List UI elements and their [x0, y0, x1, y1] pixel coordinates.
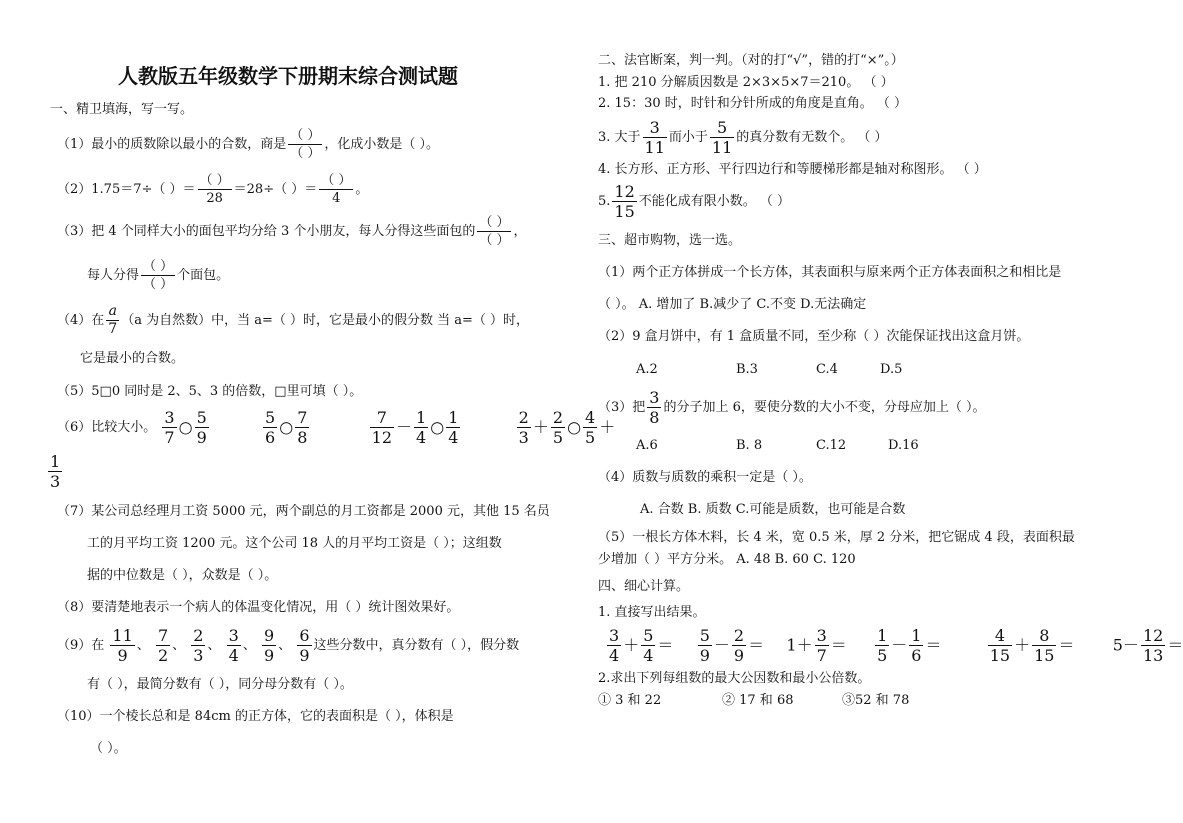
q1-9-cont: 有（ ），最简分数有（ ），同分母分数有（ ）。 — [87, 677, 353, 692]
calc-sub1: 1. 直接写出结果。 — [598, 605, 706, 620]
q1-4: （4）在 $\frac{a}{7}$ （a 为自然数）中，当 a=（ ）时，它是最小的假分数 当 a=（ ）时， — [57, 303, 530, 337]
choice-3: （3）把 $\frac{3}{8}$ 的分子加上 6，要使分数的大小不变，分母应加上（ ）。 — [598, 388, 986, 427]
section-1-heading: 一、精卫填海，写一写。 — [50, 102, 194, 117]
q1-7-c: 据的中位数是（ ），众数是（ ）。 — [87, 568, 278, 583]
choice-5-cont: 少增加（ ）平方分米。 A. 48 B. 60 C. 120 — [598, 552, 856, 567]
q1-7-b: 工的月平均工资 1200 元。这个公司 18 人的月平均工资是（ ）；这组数 — [87, 536, 502, 551]
q1-3-cont: 每人分得 （ ） （ ） 个面包。 — [87, 259, 230, 292]
choice-2: （2）9 盒月饼中，有 1 盒质量不同，至少称（ ）次能保证找出这盒月饼。 — [598, 329, 1030, 344]
q1-5: （5）5□0 同时是 2、5、3 的倍数，□里可填（ ）。 — [57, 384, 363, 399]
choice-1: （1）两个正方体拼成一个长方体，其表面积与原来两个正方体表面积之和相比是 — [598, 265, 1062, 280]
page-title: 人教版五年级数学下册期末综合测试题 — [118, 64, 458, 88]
q1-1: （1）最小的质数除以最小的合数，商是 （ ） （ ） ，化成小数是（ ）。 — [57, 128, 440, 161]
q1-6: （6）比较大小。 $\frac{3}{7}$ ○ $\frac{5}{9}$ $\frac{5}{6}$ ○ $\frac{7}{8}$ $\frac{7}{12}$ － $\frac{1}{4}$ ○ $\frac{1}{4}$ $\frac{2}{3}$ ＋ $\frac{2}{5}$ ○ $\frac{4}{5}$ ＋ — [57, 408, 616, 447]
q1-7: （7）某公司总经理月工资 5000 元，两个副总的月工资都是 2000 元，其他 15 名员 — [57, 504, 550, 519]
q1-2: （2）1.75＝7÷（ ）＝ （ ） 28 ＝28÷（ ）＝ （ ） 4 。 — [57, 173, 369, 206]
calc-groups: ① 3 和 22 ② 17 和 68 ③52 和 78 — [598, 693, 910, 708]
q1-3: （3）把 4 个同样大小的面包平均分给 3 个小朋友，每人分得这些面包的 （ ） （ ） ， — [57, 215, 527, 248]
q1-8: （8）要清楚地表示一个病人的体温变化情况，用（ ）统计图效果好。 — [57, 600, 460, 615]
calc-row: $\frac{3}{4}$ ＋ $\frac{5}{4}$ ＝ $\frac{5}{9}$ － $\frac{2}{9}$ ＝ 1＋ $\frac{3}{7}$ ＝ $\frac{1}{5}$ － $\frac{1}{6}$ ＝ $\frac{4}{15}$ ＋ $\frac{8}{15}$ ＝ 5－ $\frac{12}{13}$ ＝ — [609, 626, 1183, 665]
choice-2-options: A.2 B.3 C.4 D.5 — [636, 362, 903, 377]
q1-9: （9）在 $\frac{11}{9}$ 、 $\frac{7}{2}$ 、 $\frac{2}{3}$ 、 $\frac{3}{4}$ 、 $\frac{9}{9}$ 、 $\frac{6}{9}$ 这些分数中，真分数有（ ），假分数 — [57, 626, 520, 665]
judge-5: 5. $\frac{12}{15}$ 不能化成有限小数。 （ ） — [598, 182, 791, 221]
judge-1: 1. 把 210 分解质因数是 2×3×5×7＝210。 （ ） — [598, 75, 894, 90]
choice-1-options: （ ）。 A. 增加了 B.减少了 C.不变 D.无法确定 — [598, 297, 867, 312]
calc-sub2: 2.求出下列每组数的最大公因数和最小公倍数。 — [598, 671, 871, 686]
choice-4: （4）质数与质数的乘积一定是（ ）。 — [598, 470, 812, 485]
q1-10-cont: （ ）。 — [90, 741, 127, 756]
section-4-heading: 四、细心计算。 — [598, 579, 690, 594]
q1-4-cont: 它是最小的合数。 — [80, 351, 185, 366]
choice-3-options: A.6 B. 8 C.12 D.16 — [636, 438, 919, 453]
choice-4-options: A. 合数 B. 质数 C.可能是质数，也可能是合数 — [640, 502, 906, 517]
section-3-heading: 三、超市购物，选一选。 — [598, 233, 742, 248]
judge-4: 4. 长方形、正方形、平行四边行和等腰梯形都是轴对称图形。 （ ） — [598, 162, 987, 177]
judge-3: 3. 大于 $\frac{3}{11}$ 而小于 $\frac{5}{11}$ 的真分数有无数个。 （ ） — [598, 118, 888, 157]
judge-2: 2. 15：30 时，时针和分针所成的角度是直角。 （ ） — [598, 96, 908, 111]
choice-5: （5）一根长方体木料，长 4 米，宽 0.5 米，厚 2 分米，把它锯成 4 段，表面积最 — [598, 530, 1075, 545]
section-2-heading: 二、法官断案，判一判。（对的打“√”，错的打“×”。） — [598, 53, 904, 68]
q1-6-wrap: $\frac{1}{3}$ — [50, 452, 61, 491]
q1-10: （10）一个棱长总和是 84cm 的正方体，它的表面积是（ ），体积是 — [57, 709, 454, 724]
